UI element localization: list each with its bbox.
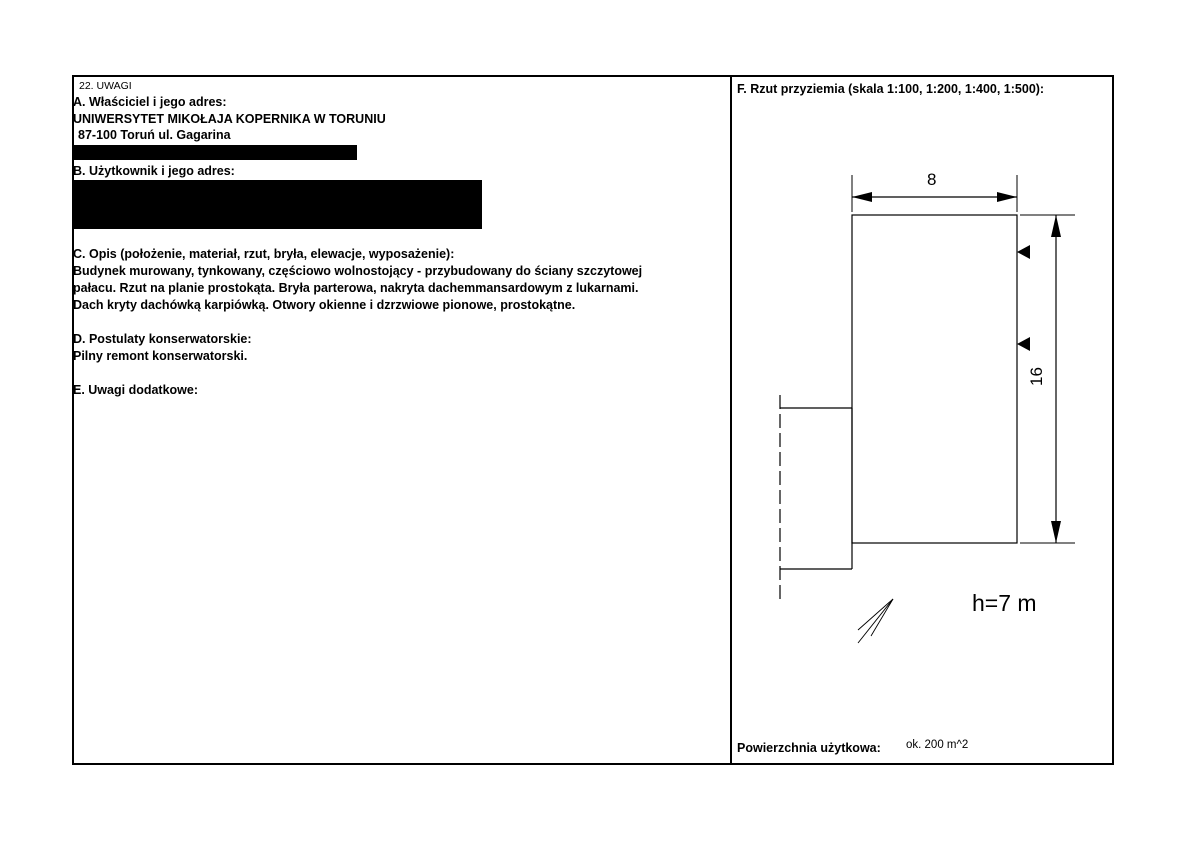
section-number: 22. UWAGI xyxy=(79,80,132,92)
arrowhead-icon xyxy=(852,192,872,202)
remarks-heading: E. Uwagi dodatkowe: xyxy=(73,383,199,397)
owner-name: UNIWERSYTET MIKOŁAJA KOPERNIKA W TORUNIU xyxy=(73,112,386,126)
description-line: Dach kryty dachówką karpiówką. Otwory okienne i dzrzwiowe pionowe, prostokątne. xyxy=(73,298,576,312)
plan-heading: F. Rzut przyziemia (skala 1:100, 1:200, 1:400, 1:500): xyxy=(737,82,1045,96)
description-line: pałacu. Rzut na planie prostokąta. Bryła parterowa, nakryta dachemmansardowym z lukarnami. xyxy=(73,281,639,295)
area-label: Powierzchnia użytkowa: xyxy=(737,741,881,755)
description-line: Budynek murowany, tynkowany, częściowo wolnostojący - przybudowany do ściany szczytowej xyxy=(73,264,643,278)
arrowhead-icon xyxy=(1051,215,1061,237)
postulates-heading: D. Postulaty konserwatorskie: xyxy=(73,332,252,346)
north-arrow-icon xyxy=(858,599,893,643)
description-heading: C. Opis (położenie, materiał, rzut, bryła, elewacje, wyposażenie): xyxy=(73,247,455,261)
owner-address: 87-100 Toruń ul. Gagarina xyxy=(78,128,231,142)
postulates-text: Pilny remont konserwatorski. xyxy=(73,349,248,363)
arrowhead-icon xyxy=(1051,521,1061,543)
entrance-marker-icon xyxy=(1017,245,1030,259)
owner-heading: A. Właściciel i jego adres: xyxy=(73,95,227,109)
building-outline xyxy=(852,215,1017,543)
width-label: 8 xyxy=(927,170,937,189)
arrowhead-icon xyxy=(997,192,1017,202)
area-value: ok. 200 m^2 xyxy=(906,739,969,751)
height-label: h=7 m xyxy=(972,590,1037,616)
user-heading: B. Użytkownik i jego adres: xyxy=(73,164,235,178)
entrance-marker-icon xyxy=(1017,337,1030,351)
length-label: 16 xyxy=(1026,367,1046,386)
